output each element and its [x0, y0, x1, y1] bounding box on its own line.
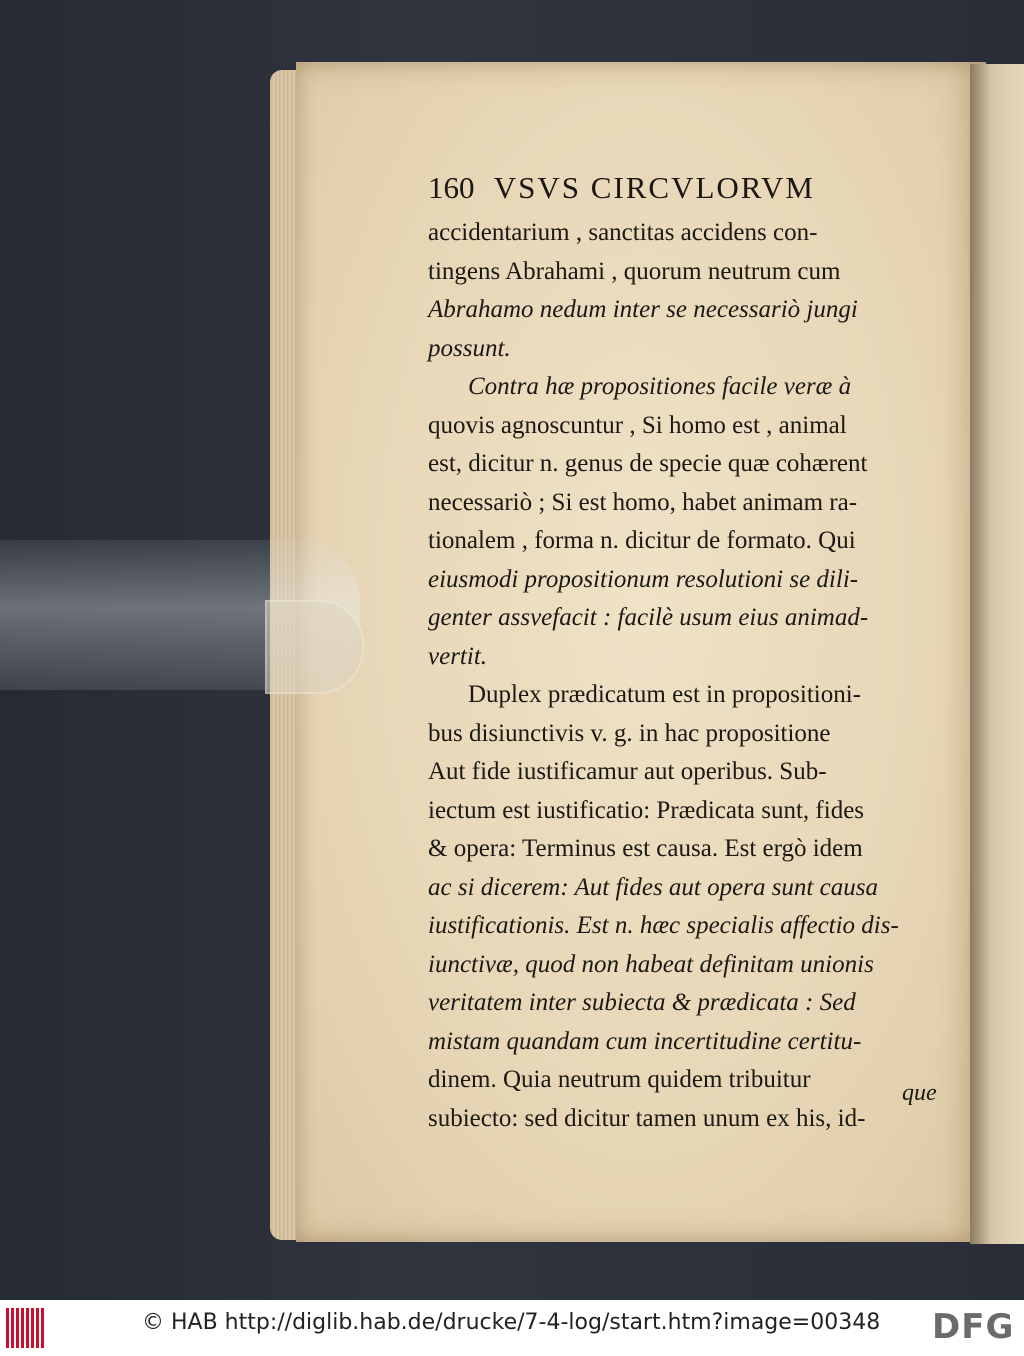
catchword: que: [902, 1080, 937, 1106]
logo-stripe: [31, 1308, 34, 1348]
plastic-clip-tip: [265, 600, 364, 694]
logo-stripe: [11, 1308, 14, 1348]
text-line: est, dicitur n. genus de specie quæ cohærent: [428, 450, 868, 477]
text-line: Abrahamo nedum inter se necessariò jungi: [428, 296, 858, 323]
text-line: eiusmodi propositionum resolutioni se dili-: [428, 565, 859, 593]
text-line: tionalem , forma n. dicitur de formato. Qui: [428, 527, 856, 554]
logo-stripe: [6, 1308, 9, 1348]
logo-stripe: [21, 1308, 24, 1348]
text-line: ac si dicerem: Aut fides aut opera sunt causa: [428, 873, 878, 901]
logo-stripe: [26, 1308, 29, 1348]
text-line: quovis agnoscuntur , Si homo est , animal: [428, 411, 847, 439]
text-line: Contra hæ propositiones facile veræ à: [468, 373, 852, 400]
text-line: dinem. Quia neutrum quidem tribuitur: [428, 1066, 811, 1093]
credit-text: © HAB http://diglib.hab.de/drucke/7-4-log/start.htm?image=00348: [142, 1310, 881, 1335]
dfg-logo: DFG: [932, 1307, 1015, 1347]
text-line: mistam quandam cum incertitudine certitu-: [428, 1027, 862, 1055]
page-number: 160: [428, 170, 475, 205]
hab-logo: [6, 1308, 50, 1348]
text-line: genter assvefacit : facilè usum eius animad-: [428, 604, 869, 631]
logo-stripe: [16, 1308, 19, 1348]
logo-stripe: [41, 1308, 44, 1348]
text-line: necessariò ; Si est homo, habet animam ra-: [428, 488, 858, 516]
text-line: subiecto: sed dicitur tamen unum ex his, id-: [428, 1104, 866, 1132]
text-line: tingens Abrahami , quorum neutrum cum: [428, 257, 841, 285]
text-line: iectum est iustificatio: Prædicata sunt, fides: [428, 796, 865, 824]
text-line: iunctivæ, quod non habeat definitam unionis: [428, 950, 874, 978]
text-line: iustificationis. Est n. hæc specialis affectio dis-: [428, 912, 899, 939]
text-line: possunt.: [428, 334, 511, 362]
running-head: VSVS CIRCVLORVM: [493, 170, 815, 205]
text-line: & opera: Terminus est causa. Est ergò idem: [428, 835, 863, 862]
logo-stripe: [36, 1308, 39, 1348]
page-text-block: [428, 214, 958, 1138]
text-line: accidentarium , sanctitas accidens con-: [428, 219, 818, 246]
facing-page-edge: [970, 64, 1024, 1244]
page-header: [428, 170, 948, 206]
text-line: veritatem inter subiecta & prædicata : Sed: [428, 989, 856, 1016]
text-line: bus disiunctivis v. g. in hac propositione: [428, 719, 831, 747]
text-line: Aut fide iustificamur aut operibus. Sub-: [428, 758, 827, 785]
text-line: Duplex prædicatum est in propositioni-: [468, 681, 862, 708]
text-line: vertit.: [428, 642, 488, 670]
